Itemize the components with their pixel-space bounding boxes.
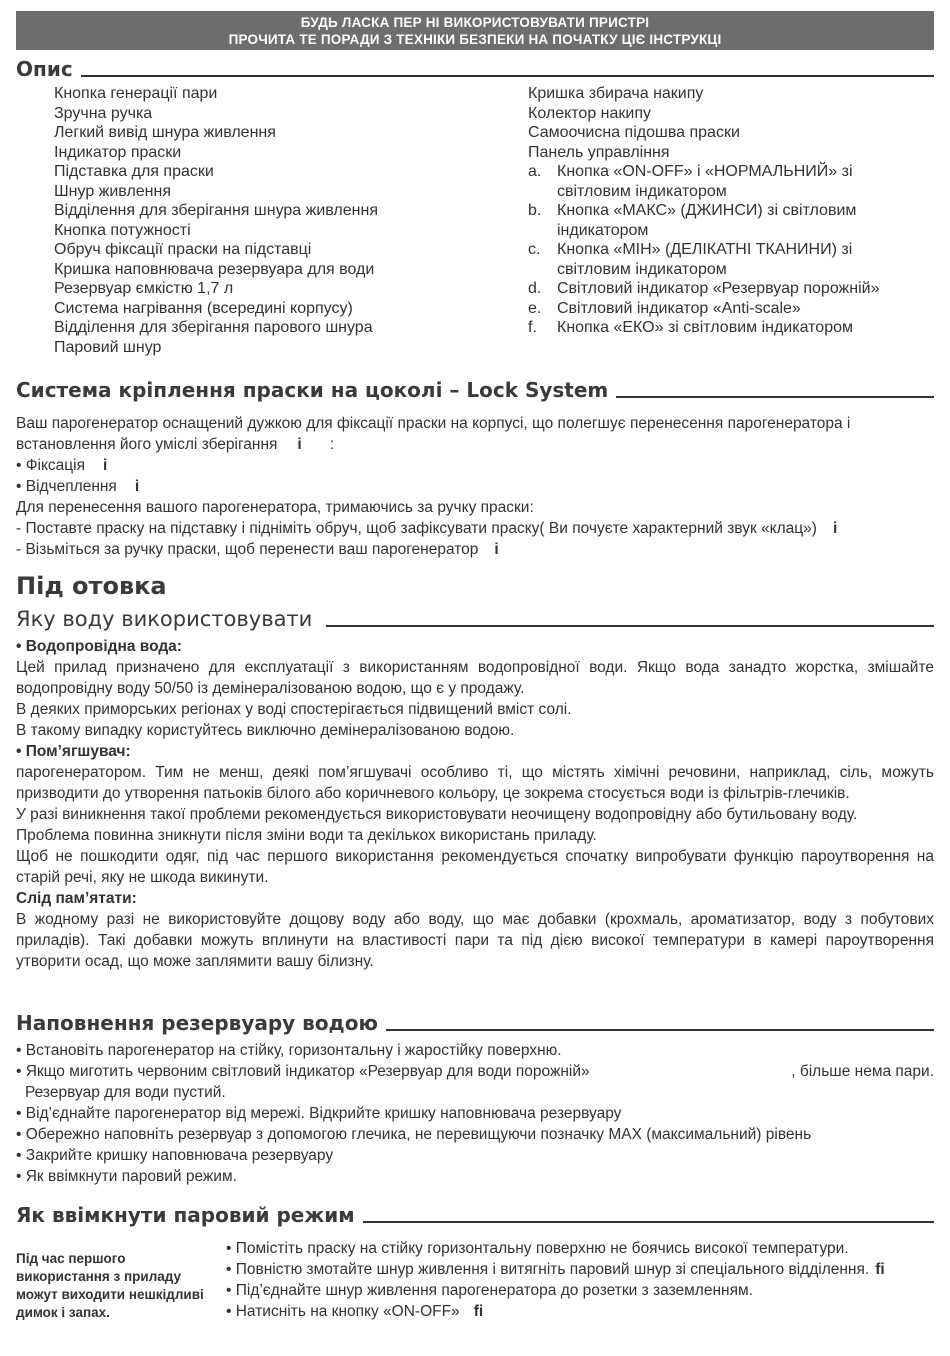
fill-bullet: [16, 1061, 934, 1082]
panel-item-letter: b.: [528, 202, 542, 219]
panel-item: [528, 201, 908, 240]
preparation-heading: [16, 572, 934, 600]
panel-item-letter: c.: [528, 241, 541, 258]
steam-bullet: [226, 1301, 934, 1322]
panel-item-text: Світловий індикатор «Anti-scale»: [557, 299, 801, 317]
fill-bullet: Резервуар для води пустий.: [25, 1084, 226, 1101]
remember-label: Слід пам’ятати:: [16, 890, 137, 907]
panel-item-letter: e.: [528, 299, 542, 317]
heading-rule: [81, 75, 934, 77]
lock-step-1-text: - Поставте праску на підставку і підніміть обруч, щоб зафіксувати праску( Ви почуєте характерний звук «клац»): [16, 520, 817, 537]
panel-item-text: Кнопка «ON-OFF» і «НОРМАЛЬНИЙ» зі світловим індикатором: [557, 163, 853, 200]
list-item: Самоочисна підошва праски: [528, 124, 740, 141]
remember-para: В жодному разі не використовуйте дощову воду або воду, що має добавки (крохмаль, ароматизатор, воду з побутових приладів). Такі добавки можуть вплинути на властивості пари та під дією високої температури в камері пароутворення утворити осад, що може заплямити вашу білизну.: [16, 911, 934, 970]
figure-ref-icon: fi: [875, 1261, 885, 1278]
panel-item-text: Кнопка «МІН» (ДЕЛІКАТНІ ТКАНИНИ) зі світловим індикатором: [557, 241, 853, 278]
heading-rule: [326, 625, 934, 627]
lock-intro-text: Ваш парогенератор оснащений дужкою для фіксації праски на корпусі, що полегшує перенесення парогенератора і встановлення його уміслі зберігання: [16, 415, 851, 453]
lock-step-2-text: - Візьміться за ручку праски, щоб перенести ваш парогенератор: [16, 541, 479, 558]
lock-system-text: [16, 413, 934, 560]
first-use-note: Під час першого використання з приладу можут виходити нешкідливі димок і запах.: [16, 1251, 204, 1320]
lock-step-1: [16, 518, 934, 539]
water-heading: [16, 607, 934, 631]
fill-bullet: • Обережно наповніть резервуар з допомогою глечика, не перевищуючи позначку MAX (максимальний) рівень: [16, 1126, 812, 1143]
list-item: Колектор накипу: [528, 104, 652, 122]
figure-ref-icon: i: [297, 436, 302, 453]
panel-item-letter: f.: [528, 319, 537, 336]
tap-water-para: В такому випадку користуйтесь виключно демінералізованою водою.: [16, 722, 515, 739]
panel-item-letter: a.: [528, 163, 542, 180]
lock-fix-text: • Фіксація: [16, 457, 86, 474]
list-item: Підставка для праски: [54, 163, 214, 180]
softener-para: парогенератором. Тим не менш, деякі пом’ягшувачі особливо ті, що містять хімічні речовини, наприклад, сіль, можуть призводити до утворення патьоків білого або коричневого кольору, це зокрема стосується води із фільтрів-глечиків.: [16, 764, 934, 802]
icon-gap: [590, 1061, 792, 1082]
softener-para: Проблема повинна зникнути після зміни води та декількох використань приладу.: [16, 827, 597, 844]
description-title: Опис: [16, 57, 73, 81]
steam-bullet: [226, 1259, 934, 1280]
list-item: Відділення для зберігання шнура живлення: [54, 202, 378, 219]
list-item: Кнопка потужності: [54, 221, 191, 239]
fill-bullet-text: , більше нема пари.: [791, 1063, 934, 1080]
softener-label: • Пом’ягшувач:: [16, 743, 131, 760]
list-item: Кришка збирача накипу: [528, 85, 704, 102]
panel-item: [528, 299, 908, 319]
heading-rule: [386, 1029, 934, 1031]
heading-rule: [363, 1221, 934, 1223]
steam-bullet: • Помістіть праску на стійку горизонтальну поверхню не боячись високої температури.: [226, 1240, 849, 1257]
fill-heading: [16, 1011, 934, 1035]
tap-water-para: Цей прилад призначено для експлуатації з використанням водопровідної води. Якщо вода занадто жорстка, змішайте водопровідну воду 50/50 із демінералізованою водою, що є у продажу.: [16, 659, 934, 697]
tap-water-label: • Водопровідна вода:: [16, 638, 182, 655]
fill-bullet: • Встановіть парогенератор на стійку, горизонтальну і жаростійку поверхню.: [16, 1042, 562, 1059]
panel-item-text: Кнопка «МАКС» (ДЖИНСИ) зі світловим індикатором: [557, 202, 857, 239]
panel-item-text: Кнопка «ЕКО» зі світловим індикатором: [557, 319, 853, 336]
parts-list-right: [528, 84, 928, 162]
list-item: Легкий вивід шнура живлення: [54, 124, 276, 141]
lock-carry-intro: Для перенесення вашого парогенератора, тримаючись за ручку праски:: [16, 499, 534, 516]
lock-intro-colon: :: [329, 436, 335, 453]
water-title: Яку воду використовувати: [16, 607, 313, 631]
steam-steps: [226, 1238, 934, 1322]
panel-item-letter: d.: [528, 280, 542, 297]
panel-item: [528, 279, 908, 299]
steam-heading: [16, 1203, 934, 1227]
list-item: Панель управління: [528, 143, 670, 161]
list-item: Паровий шнур: [54, 338, 162, 356]
heading-rule: [616, 396, 934, 398]
steam-bullet-text: • Повністю змотайте шнур живлення і витягніть паровий шнур зі спеціального відділення.: [226, 1261, 870, 1278]
list-item: Кришка наповнювача резервуара для води: [54, 260, 375, 278]
figure-ref-icon: i: [103, 457, 108, 474]
lock-step-2: [16, 539, 934, 560]
fill-bullet: • Від’єднайте парогенератор від мережі. Відкрийте кришку наповнювача резервуару: [16, 1105, 622, 1122]
fill-bullet: • Як ввімкнути паровий режим.: [16, 1168, 237, 1185]
fill-text: [16, 1040, 934, 1187]
list-item: Система нагрівання (всередині корпусу): [54, 299, 353, 317]
parts-list-left: [54, 84, 378, 357]
water-text: [16, 636, 934, 972]
description-heading: [16, 57, 934, 81]
lock-intro: [16, 413, 934, 455]
list-item: Шнур живлення: [54, 182, 172, 200]
steam-bullet-text: • Натисніть на кнопку «ON-OFF»: [226, 1303, 460, 1320]
figure-ref-icon: i: [832, 520, 838, 537]
tap-water-para: В деяких приморських регіонах у воді спостерігається підвищений вміст солі.: [16, 701, 572, 718]
lock-release-text: • Відчеплення: [16, 478, 117, 495]
list-item: Відділення для зберігання парового шнура: [54, 319, 373, 336]
steam-title: Як ввімкнути паровий режим: [16, 1203, 355, 1227]
list-item: Індикатор праски: [54, 143, 182, 161]
control-panel-list: [528, 162, 908, 338]
fill-bullet-text: • Якщо миготить червоним світловий індикатор «Резервуар для води порожній»: [16, 1063, 590, 1080]
list-item: Обруч фіксації праски на підставці: [54, 241, 312, 258]
figure-ref-icon: fi: [473, 1303, 484, 1320]
lock-release: [16, 476, 934, 497]
panel-item: [528, 162, 908, 201]
list-item: Зручна ручка: [54, 104, 153, 122]
preparation-title: Під отовка: [16, 572, 167, 600]
steam-bullet: • Під’єднайте шнур живлення парогенератора до розетки з заземленням.: [226, 1282, 753, 1299]
lock-system-title: Система кріплення праски на цоколі – Lock System: [16, 378, 609, 402]
figure-ref-icon: i: [494, 541, 499, 558]
figure-ref-icon: i: [134, 478, 140, 495]
panel-item: [528, 240, 908, 279]
lock-fix: [16, 455, 934, 476]
banner-line-1: БУДЬ ЛАСКА ПЕР НІ ВИКОРИСТОВУВАТИ ПРИСТРІ: [300, 15, 650, 30]
panel-item-text: Світловий індикатор «Резервуар порожній»: [557, 280, 880, 297]
safety-banner: [16, 11, 934, 50]
panel-item: [528, 318, 908, 338]
list-item: Кнопка генерації пари: [54, 85, 218, 102]
fill-bullet: • Закрийте кришку наповнювача резервуару: [16, 1147, 334, 1164]
banner-line-2: ПРОЧИТА ТЕ ПОРАДИ З ТЕХНІКИ БЕЗПЕКИ НА ПОЧАТКУ ЦІЄ ІНСТРУКЦІ: [228, 32, 722, 47]
softener-para: Щоб не пошкодити одяг, під час першого використання рекомендується спочатку випробувати функцію пароутворення на старій речі, яку не шкода викинути.: [16, 848, 934, 886]
lock-system-heading: [16, 378, 934, 402]
softener-para: У разі виникнення такої проблеми рекомендується використовувати неочищену водопровідну або бутильовану воду.: [16, 806, 858, 823]
fill-title: Наповнення резервуару водою: [16, 1011, 378, 1035]
list-item: Резервуар ємкістю 1,7 л: [54, 280, 234, 297]
